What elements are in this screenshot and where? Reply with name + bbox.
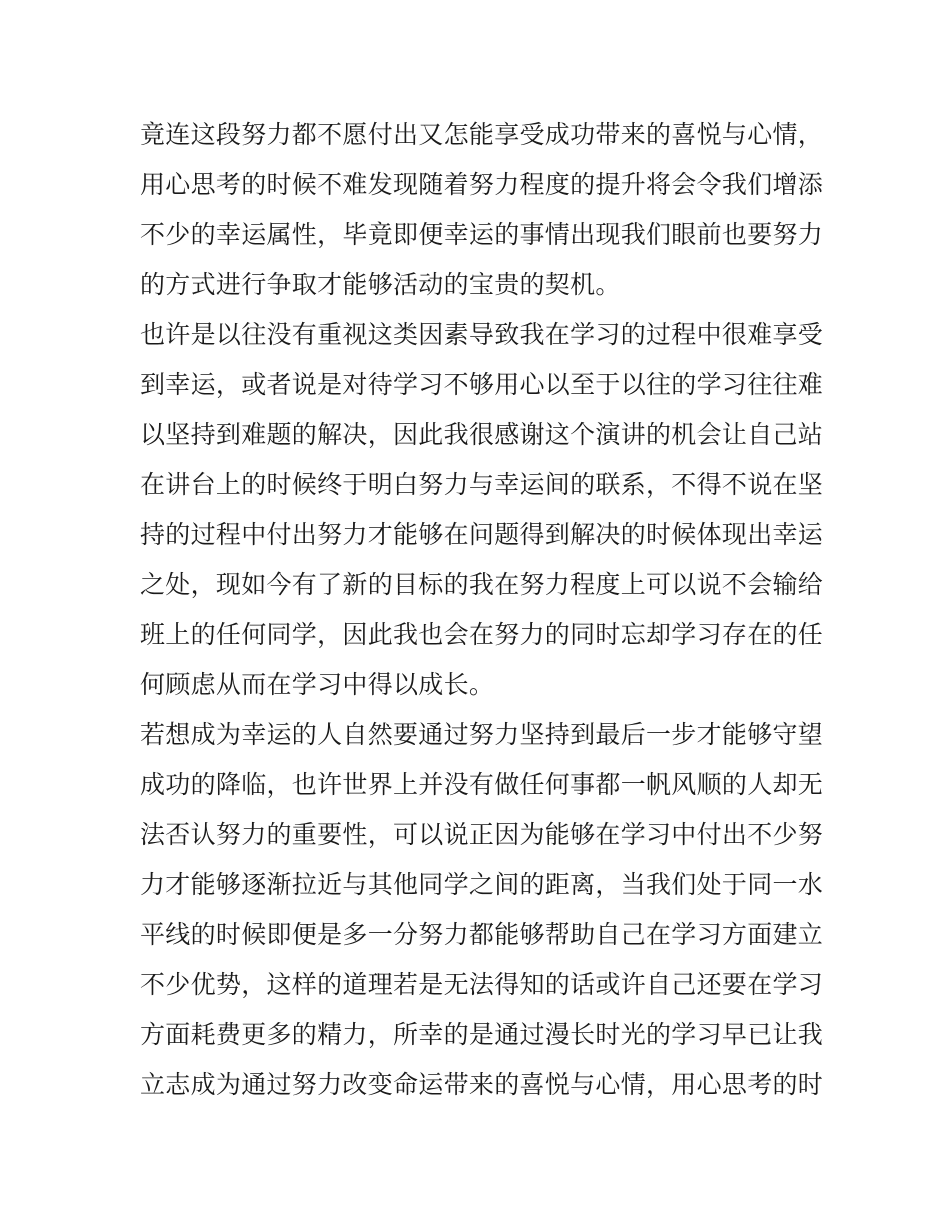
text-line: 何顾虑从而在学习中得以成长。	[140, 670, 495, 699]
text-line: 立志成为通过努力改变命运带来的喜悦与心情，用心思考的时	[140, 1070, 824, 1099]
text-line: 持的过程中付出努力才能够在问题得到解决的时候体现出幸运	[140, 520, 824, 549]
text-line: 用心思考的时候不难发现随着努力程度的提升将会令我们增添	[140, 170, 824, 199]
text-line: 不少优势，这样的道理若是无法得知的话或许自己还要在学习	[140, 970, 824, 999]
text-line: 力才能够逐渐拉近与其他同学之间的距离，当我们处于同一水	[140, 870, 824, 899]
text-line: 不少的幸运属性，毕竟即便幸运的事情出现我们眼前也要努力	[140, 220, 824, 249]
text-line: 成功的降临，也许世界上并没有做任何事都一帆风顺的人却无	[140, 770, 824, 799]
text-line: 在讲台上的时候终于明白努力与幸运间的联系，不得不说在坚	[140, 470, 824, 499]
document-body	[140, 110, 824, 1110]
text-line: 竟连这段努力都不愿付出又怎能享受成功带来的喜悦与心情，	[140, 120, 824, 149]
text-line: 也许是以往没有重视这类因素导致我在学习的过程中很难享受	[140, 320, 824, 349]
text-line: 方面耗费更多的精力，所幸的是通过漫长时光的学习早已让我	[140, 1020, 824, 1049]
text-line: 若想成为幸运的人自然要通过努力坚持到最后一步才能够守望	[140, 720, 824, 749]
text-line: 以坚持到难题的解决，因此我很感谢这个演讲的机会让自己站	[140, 420, 824, 449]
text-line: 班上的任何同学，因此我也会在努力的同时忘却学习存在的任	[140, 620, 824, 649]
text-line: 法否认努力的重要性，可以说正因为能够在学习中付出不少努	[140, 820, 824, 849]
text-line: 之处，现如今有了新的目标的我在努力程度上可以说不会输给	[140, 570, 824, 599]
text-line: 平线的时候即便是多一分努力都能够帮助自己在学习方面建立	[140, 920, 824, 949]
text-line: 到幸运，或者说是对待学习不够用心以至于以往的学习往往难	[140, 370, 824, 399]
text-line: 的方式进行争取才能够活动的宝贵的契机。	[140, 270, 621, 299]
